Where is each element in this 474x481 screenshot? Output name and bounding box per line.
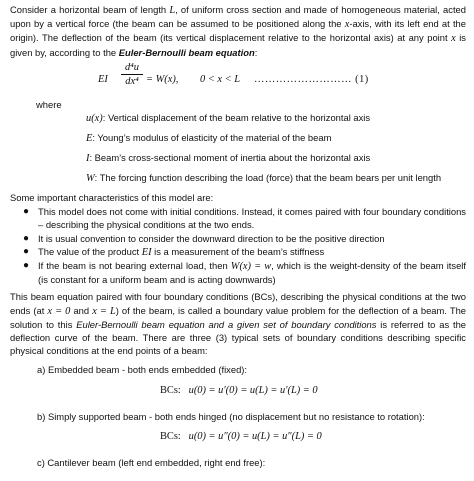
bvp-paragraph [10,290,466,357]
bullet-text: is a measurement of the beam’s stiffness [151,245,325,257]
definition-text: : The forcing function describing the load (force) that the beam bears per unit length [94,172,442,184]
symbol-ei: EI [141,246,152,258]
bullet-icon: ● [23,245,30,257]
symbol-x0: x = 0 [47,305,71,317]
definition-symbol: E [86,133,93,145]
symbol-xl: x = L [92,305,116,317]
bc-label: BCs: [160,384,181,396]
definition-text: : Beam’s cross-sectional moment of inertia about the horizontal axis [89,152,371,164]
intro-text-4: is given by, according to the [10,32,466,58]
list-item [10,232,466,245]
beam-cases [10,363,466,469]
characteristics-list [10,205,466,286]
equation-domain: 0 < x < L [200,73,240,85]
case-c-label: c) Cantilever beam (left end embedded, right end free): [37,457,266,469]
bullet-text: , which is the weight-density of the beam itself (is constant for a uniform beam and is acting downwards) [38,260,466,286]
bvp-text-4: is referred to as the deflection curve of the beam. There are three (3) typical sets of boundary conditions describing specific physical conditions at the end points of a beam: [10,318,466,357]
definition-text: : Young’s modulus of elasticity of the material of the beam [92,132,332,144]
definition-item [86,151,466,165]
beam-equation [10,60,466,100]
list-item [10,245,466,259]
bullet-text: The value of the product [38,245,142,257]
equation-name: Euler-Bernoulli beam equation [118,46,255,58]
symbol-x: x [344,19,350,31]
bullet-icon: ● [23,232,30,244]
bullet-text: This model does not come with initial conditions. Instead, it comes paired with four boundary conditions – describing the physical conditions at the two ends. [38,206,466,231]
fraction-numerator: d⁴u [121,61,143,75]
definition-symbol: I [86,153,90,165]
bc-equation: u(0) = u′(0) = u(L) = u′(L) = 0 [188,384,318,396]
equation-number: ……………………… (1) [254,73,369,85]
bc-equation: u(0) = u″(0) = u(L) = u″(L) = 0 [188,431,322,443]
bvp-text-1: This beam equation paired with four boundary conditions (BCs), describing the physical conditions at the two ends (at [10,291,466,316]
intro-text-5: : [254,46,258,58]
case-b-bcs [160,429,466,443]
definition-item [86,171,466,185]
case-b-label: b) Simply supported beam - both ends hinged (no displacement but no resistance to rotation): [37,410,425,422]
equation-rhs: = W(x), [146,73,179,85]
intro-text-3: -axis, with its left end at the origin). The deflection of the beam (its vertical displacement relative to the horizontal axis) at any point [10,18,466,44]
intro-text-1: Consider a horizontal beam of length [10,4,170,15]
where-label: where [36,98,62,110]
equation-ei: EI [98,73,108,85]
definitions-list [86,111,466,185]
list-item [10,259,466,286]
definition-item [86,111,466,125]
bvp-italic: Euler-Bernoulli beam equation and a given set of boundary conditions [76,318,377,330]
definition-symbol: u(x) [86,113,103,125]
bvp-text-2: and [70,304,93,316]
bullet-icon: ● [23,260,30,272]
definition-symbol: W [86,173,95,185]
bullet-text: If the beam is not bearing external load, then [38,260,231,272]
bullet-icon: ● [23,206,30,218]
bullet-text: It is usual convention to consider the downward direction to be the positive direction [38,232,385,244]
symbol-wx: W(x) = w [230,261,272,273]
symbol-L: L [169,5,176,16]
characteristics-heading: Some important characteristics of this model are: [10,192,214,204]
list-item [10,205,466,231]
fraction-denominator: dx⁴ [125,75,139,87]
case-a-bcs [160,383,466,397]
case-a-label: a) Embedded beam - both ends embedded (fixed): [37,364,248,376]
intro-text-2: , of uniform cross section and made of homogeneous material, acted upon by a vertical force (the beam can be assumed to be positioned along the [10,4,466,30]
definition-item [86,131,466,145]
bc-label: BCs: [160,431,181,443]
intro-paragraph [10,3,466,59]
bvp-text-3: ) of the beam, is called a boundary value problem for the deflection of a beam. The solution to this [10,304,466,330]
equation-fraction [121,61,143,88]
symbol-x-2: x [451,33,456,45]
definition-text: : Vertical displacement of the beam relative to the horizontal axis [102,112,371,124]
